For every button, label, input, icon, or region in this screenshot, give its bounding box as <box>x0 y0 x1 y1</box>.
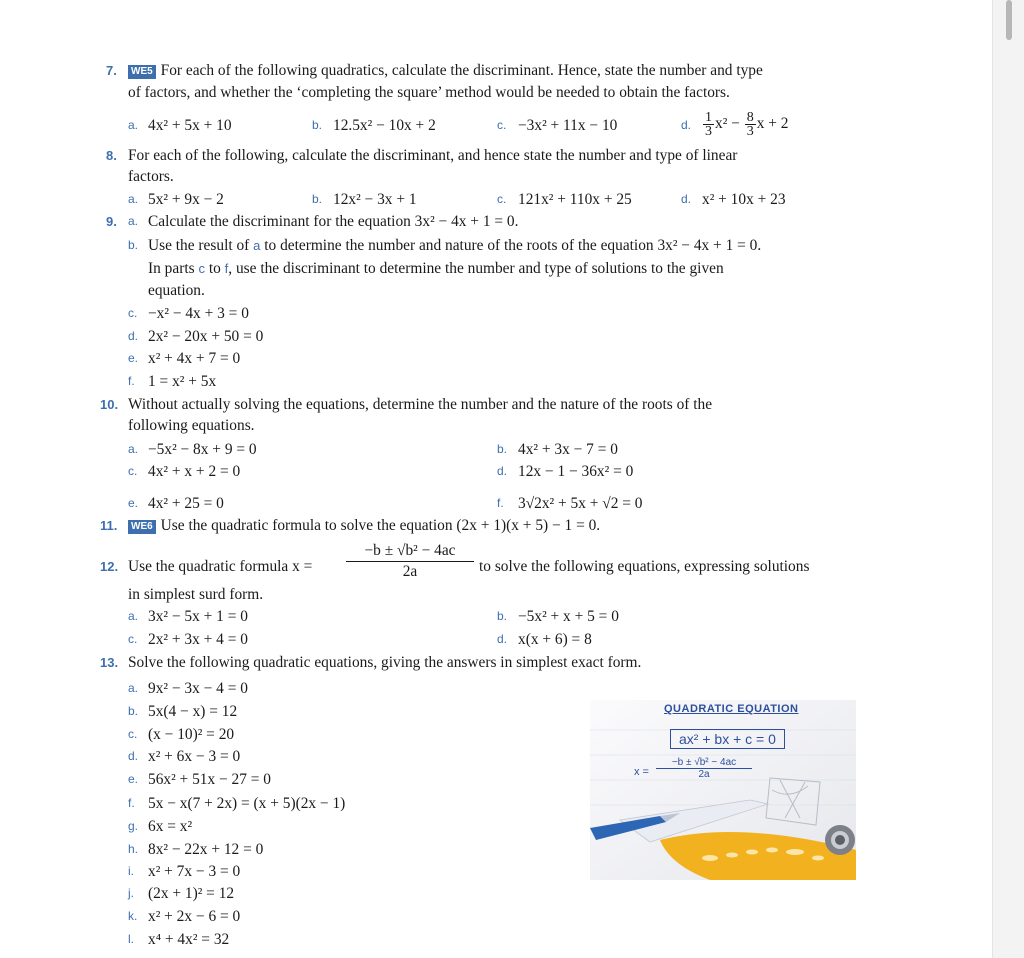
q12c-expr: 2x² + 3x + 4 = 0 <box>148 631 248 648</box>
q13-part-label: i. <box>128 864 134 878</box>
q10c-expr: 4x² + x + 2 = 0 <box>148 463 241 480</box>
q12-line2: in simplest surd form. <box>128 586 264 603</box>
q13g-expr: 6x = x² <box>148 818 193 835</box>
q10b-expr: 4x² + 3x − 7 = 0 <box>518 441 618 458</box>
q9a-text: Calculate the discriminant for the equation 3x² − 4x + 1 = 0. <box>148 213 519 230</box>
q9-ref-c: c <box>198 261 205 276</box>
q8-line1: For each of the following, calculate the discriminant, and hence state the number and type of linear <box>128 147 738 164</box>
q7d-expr: $\frac{1}{3}$ x² − $\frac{8}{3}$ x + 2 <box>705 109 789 139</box>
q10e-expr: 4x² + 25 = 0 <box>148 495 224 512</box>
photo-heading: QUADRATIC EQUATION <box>664 703 799 715</box>
photo-formula-lhs: x = <box>634 766 649 778</box>
q7-number: 7. <box>106 63 117 78</box>
q10-part-label: f. <box>497 496 504 510</box>
q10-number: 10. <box>100 397 119 412</box>
q12-part-label: d. <box>497 632 508 646</box>
q11-text: WE6 Use the quadratic formula to solve the equation (2x + 1)(x + 5) − 1 = 0. <box>128 516 600 535</box>
photo-formula: −b ± √b² − 4ac 2a <box>656 757 752 780</box>
q8-part-label: d. <box>681 192 692 206</box>
q9-part-label: a. <box>128 214 139 228</box>
q12a-expr: 3x² − 5x + 1 = 0 <box>148 608 248 625</box>
q13-number: 13. <box>100 655 119 670</box>
q12-part-label: b. <box>497 609 508 623</box>
quadratic-formula: −b ± √b² − 4ac 2a <box>346 541 474 582</box>
q13-part-label: l. <box>128 932 134 946</box>
q10f-expr: 3√2x² + 5x + √2 = 0 <box>518 495 643 512</box>
q10-part-label: a. <box>128 442 139 456</box>
photo-boxed-equation: ax² + bx + c = 0 <box>670 729 785 749</box>
q13-part-label: b. <box>128 704 139 718</box>
q7-we-badge[interactable]: WE5 <box>128 65 156 79</box>
q9-part-label: d. <box>128 329 139 343</box>
q10a-expr: −5x² − 8x + 9 = 0 <box>148 441 257 458</box>
q13-part-label: k. <box>128 909 138 923</box>
q9d-expr: 2x² − 20x + 50 = 0 <box>148 328 264 345</box>
q13k-expr: x² + 2x − 6 = 0 <box>148 908 241 925</box>
q10-part-label: d. <box>497 464 508 478</box>
q8-part-label: a. <box>128 192 139 206</box>
photo-background <box>590 700 856 880</box>
q10-part-label: c. <box>128 464 138 478</box>
q7c-expr: −3x² + 11x − 10 <box>518 117 618 134</box>
q9-ref-f: f <box>224 261 229 276</box>
q8-part-label: c. <box>497 192 507 206</box>
q9-intro: In parts c to f, use the discriminant to determine the number and type of solutions to the given <box>148 260 724 277</box>
q13-part-label: f. <box>128 796 135 810</box>
q13f-expr: 5x − x(7 + 2x) = (x + 5)(2x − 1) <box>148 795 346 812</box>
q10-line2: following equations. <box>128 417 255 434</box>
q13-part-label: d. <box>128 749 139 763</box>
q7b-expr: 12.5x² − 10x + 2 <box>333 117 436 134</box>
q13-part-label: h. <box>128 842 139 856</box>
q13i-expr: x² + 7x − 3 = 0 <box>148 863 241 880</box>
q11-number: 11. <box>100 518 118 533</box>
q8a-expr: 5x² + 9x − 2 <box>148 191 224 208</box>
q9-ref-a: a <box>253 238 261 253</box>
q13-part-label: e. <box>128 772 139 786</box>
q13h-expr: 8x² − 22x + 12 = 0 <box>148 841 264 858</box>
q7-line1: WE5 For each of the following quadratics, calculate the discriminant. Hence, state the number and type <box>128 61 763 80</box>
q13l-expr: x⁴ + 4x² = 32 <box>148 931 230 948</box>
q12-number: 12. <box>100 559 119 574</box>
q10d-expr: 12x − 1 − 36x² = 0 <box>518 463 634 480</box>
q8b-expr: 12x² − 3x + 1 <box>333 191 417 208</box>
q8-line2: factors. <box>128 168 174 185</box>
q13c-expr: (x − 10)² = 20 <box>148 726 235 743</box>
q9-part-label: e. <box>128 351 139 365</box>
q7-part-label: b. <box>312 118 323 132</box>
q13-part-label: j. <box>128 886 134 900</box>
q7-part-label: c. <box>497 118 507 132</box>
q7-line2: of factors, and whether the ‘completing the square’ method would be needed to obtain the factors. <box>128 84 730 101</box>
q12d-expr: x(x + 6) = 8 <box>518 631 592 648</box>
q8-number: 8. <box>106 148 117 163</box>
q10-part-label: b. <box>497 442 508 456</box>
q8d-expr: x² + 10x + 23 <box>702 191 786 208</box>
q8c-expr: 121x² + 110x + 25 <box>518 191 632 208</box>
q13j-expr: (2x + 1)² = 12 <box>148 885 235 902</box>
scrollbar-thumb[interactable] <box>1006 0 1012 40</box>
q13-text: Solve the following quadratic equations, giving the answers in simplest exact form. <box>128 654 642 671</box>
q9f-expr: 1 = x² + 5x <box>148 373 217 390</box>
q12-pre: Use the quadratic formula x = <box>128 558 313 575</box>
q8-part-label: b. <box>312 192 323 206</box>
q13b-expr: 5x(4 − x) = 12 <box>148 703 238 720</box>
vertical-scrollbar[interactable] <box>992 0 1024 958</box>
q9c-expr: −x² − 4x + 3 = 0 <box>148 305 249 322</box>
q9-part-label: f. <box>128 374 135 388</box>
q9-part-label: c. <box>128 306 138 320</box>
q9e-expr: x² + 4x + 7 = 0 <box>148 350 241 367</box>
q7d-fraction-2: $\frac{8}{3}$ <box>746 109 754 139</box>
q7-part-label: a. <box>128 118 139 132</box>
q9-number: 9. <box>106 214 117 229</box>
q13-part-label: c. <box>128 727 138 741</box>
q7-part-label: d. <box>681 118 692 132</box>
q10-line1: Without actually solving the equations, determine the number and the nature of the roots of the <box>128 396 713 413</box>
quadratic-equation-photo <box>590 700 856 880</box>
q12-post: to solve the following equations, expressing solutions <box>479 558 810 575</box>
q13a-expr: 9x² − 3x − 4 = 0 <box>148 680 248 697</box>
q13-part-label: g. <box>128 819 139 833</box>
q7d-fraction-1: $\frac{1}{3}$ <box>705 109 712 139</box>
q12b-expr: −5x² + x + 5 = 0 <box>518 608 619 625</box>
q11-we-badge[interactable]: WE6 <box>128 520 156 534</box>
q10-part-label: e. <box>128 496 139 510</box>
q13-part-label: a. <box>128 681 139 695</box>
q9-intro-line2: equation. <box>148 282 205 299</box>
q9-part-label: b. <box>128 238 139 252</box>
q13d-expr: x² + 6x − 3 = 0 <box>148 748 241 765</box>
q7a-expr: 4x² + 5x + 10 <box>148 117 232 134</box>
q12-part-label: c. <box>128 632 138 646</box>
q9b-text: Use the result of a to determine the number and nature of the roots of the equation 3x² − 4x + 1 = 0. <box>148 237 762 254</box>
q12-part-label: a. <box>128 609 139 623</box>
q13e-expr: 56x² + 51x − 27 = 0 <box>148 771 271 788</box>
